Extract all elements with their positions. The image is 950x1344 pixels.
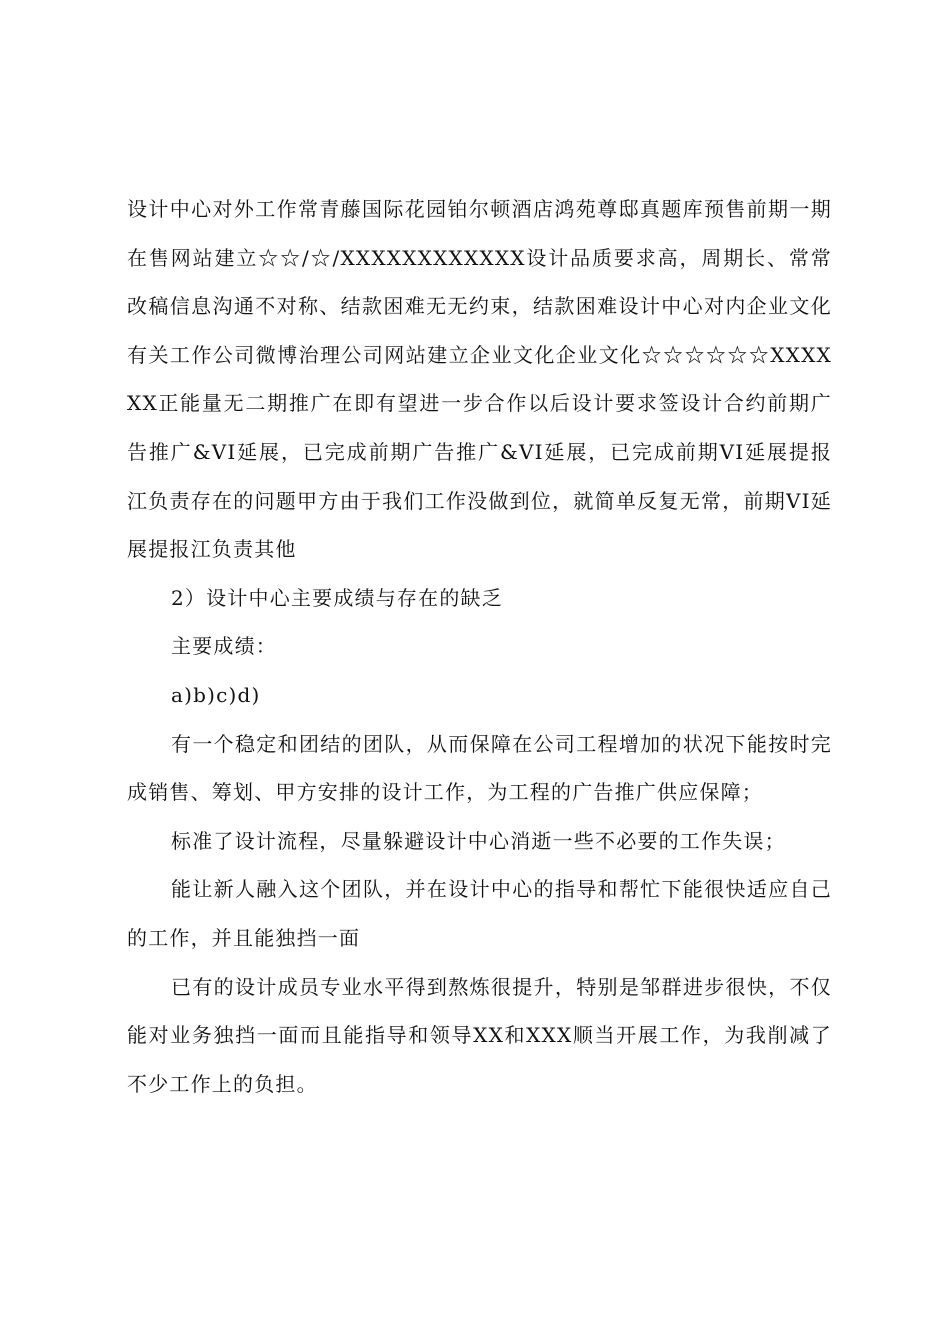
paragraph-design-center-work: 设计中心对外工作常青藤国际花园铂尔顿酒店鸿苑尊邸真题库预售前期一期在售网站建立☆☆/☆/XXXXXXXXXXXX设计品质要求高，周期长、常常改稿信息沟通不对称、结款困难无无约束，结款困难设计中心对内企业文化有关工作公司微博治理公司网站建立企业文化企业文化☆☆☆☆☆☆XXXXXX正能量无二期推广在即有望进一步合作以后设计要求签设计合约前期广告推广&VI延展，已完成前期广告推广&VI延展，已完成前期VI延展提报江负责存在的问题甲方由于我们工作没做到位，就简单反复无常，前期VI延展提报江负责其他 — [127, 197, 832, 562]
list-markers: a)b)c)d) — [171, 682, 261, 707]
subheading-main-achievements: 主要成绩： — [171, 634, 277, 659]
document-body — [127, 185, 832, 1108]
paragraph-new-members: 能让新人融入这个团队，并在设计中心的指导和帮忙下能很快适应自己的工作，并且能独挡一面 — [127, 877, 832, 950]
paragraph-design-process: 标准了设计流程，尽量躲避设计中心消逝一些不必要的工作失误； — [171, 828, 786, 853]
paragraph-stable-team: 有一个稳定和团结的团队，从而保障在公司工程增加的状况下能按时完成销售、筹划、甲方安排的设计工作，为工程的广告推广供应保障； — [127, 731, 832, 805]
paragraph-member-improvement: 已有的设计成员专业水平得到熬炼很提升，特别是邹群进步很快，不仅能对业务独挡一面而且能指导和领导XX和XXX顺当开展工作，为我削减了不少工作上的负担。 — [127, 974, 832, 1096]
section-heading-achievements-and-shortcomings: 2）设计中心主要成绩与存在的缺乏 — [171, 585, 503, 610]
